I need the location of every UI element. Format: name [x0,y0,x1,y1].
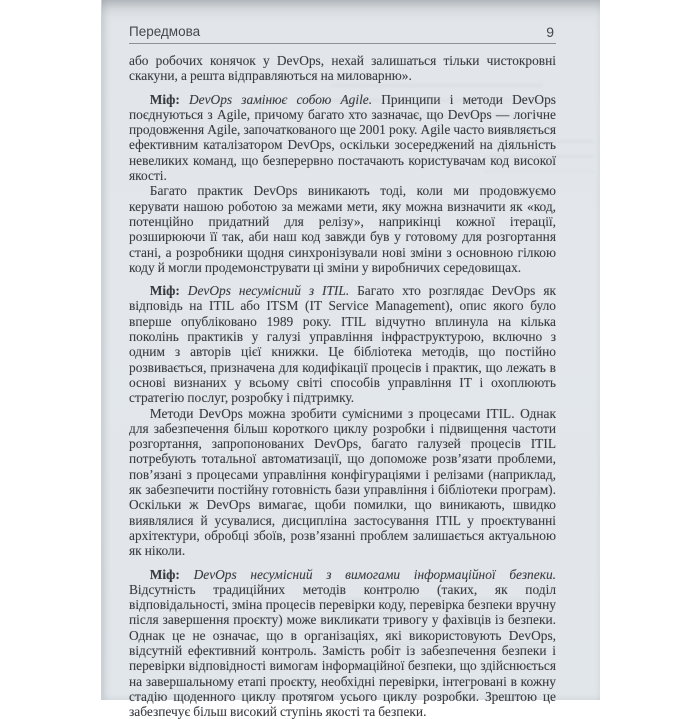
myth-title: DevOps несумісний з ITIL. [188,283,349,298]
running-title: Передмова [129,24,200,40]
running-header [129,24,556,44]
paragraph-text: Відсутність традиційних методів контролю (таких, як поділ відповідальності, зміна процесів перевірки коду, перевірка безпеки вручну після завершення проєкту) може викликати тривогу у фахівців із безпеки. Однак це не означає, що в організаціях, які використовують DevOps, відсутній ефективний контроль. Замість робіт із забезпечення безпеки і перевірки відповідності вимогам інформаційної безпеки, що здійснюється на завершальному етапі проєкту, необхідні перевірки, інтегровані в кожну стадію щоденного циклу протягом усього циклу розробки. Зрештою це забезпечує більш високий ступінь якості та безпеки. [129,582,556,719]
myth-title: DevOps несумісний з вимогами інформаційної безпеки. [194,567,556,582]
myth-title: DevOps замінює собою Agile. [189,92,372,107]
book-page [101,0,600,700]
myth-label: Міф: [150,92,180,107]
paragraph-myth-security [129,567,556,719]
paragraph-text: Багато хто розглядає DevOps як відповідь на ITIL або ITSM (IT Service Management), опис якого було вперше опубліковано 1989 року. ITIL відчутно вплинула на кілька поколінь практиків у галузі управління інфраструктурою, включно з одним з авторів цієї книжки. Це бібліотека методів, що постійно розвивається, призначена для кодифікації процесів і практик, що лежать в основі визнаних у всьому світі способів управління IT і охоплюють стратегію послуг, розробку і підтримку. [129,283,556,405]
paragraph-text: Багато практик DevOps виникають тоді, коли ми продовжуємо керувати нашою роботою за межами мети, яку можна визначити як «код, потенційно придатний для релізу», наприкінці кожної ітерації, розширюючи її так, аби наш код завжди був у готовому для розгортання стані, а розробники щодня синхронізували нові зміни з основною гілкою коду й могли продемонструвати ці зміни у виробничих середовищах. [129,183,556,274]
paragraph-text: Методи DevOps можна зробити сумісними з процесами ITIL. Однак для забезпечення більш короткого циклу розробки і підвищення частоти розгортання, запропонованих DevOps, багато галузей процесів ITIL потребують тотальної автоматизації, що допоможе розв’язати проблеми, пов’язані з процесами управління конфігураціями і релізами (наприклад, як забезпечити постійну готовність бази управління і бібліотеки програм). Оскільки ж DevOps вимагає, щоби помилки, що виникають, швидко виявлялися й усувалися, дисципліна застосування ITIL у проєктуванні архітектури, обробці збоїв, розв’язанні проблем залишається актуальною як ніколи. [129,406,556,559]
paragraph-text: Принципи і методи DevOps поєднуються з Agile, причому багато хто зазначає, що DevOps — логічне продовження Agile, започаткованого ще 2001 року. Agile часто виявляється ефективним каталізатором DevOps, оскільки зосереджений на діяльність невеликих команд, що безперервно постачають користувачам код високої якості. [129,92,556,183]
paragraph-myth-itil [129,283,556,405]
page-content-area [102,0,600,700]
paragraph [129,406,556,559]
myth-label: Міф: [150,567,180,582]
page-number: 9 [546,24,556,40]
paragraph-text: або робочих конячок у DevOps, нехай залишаться тільки чистокровні скакуни, а решта відправляються на миловарню». [129,53,556,83]
paragraph [129,53,556,84]
paragraph [129,183,556,275]
body-text [129,53,556,719]
paragraph-myth-agile [129,92,556,184]
myth-label: Міф: [150,283,180,298]
